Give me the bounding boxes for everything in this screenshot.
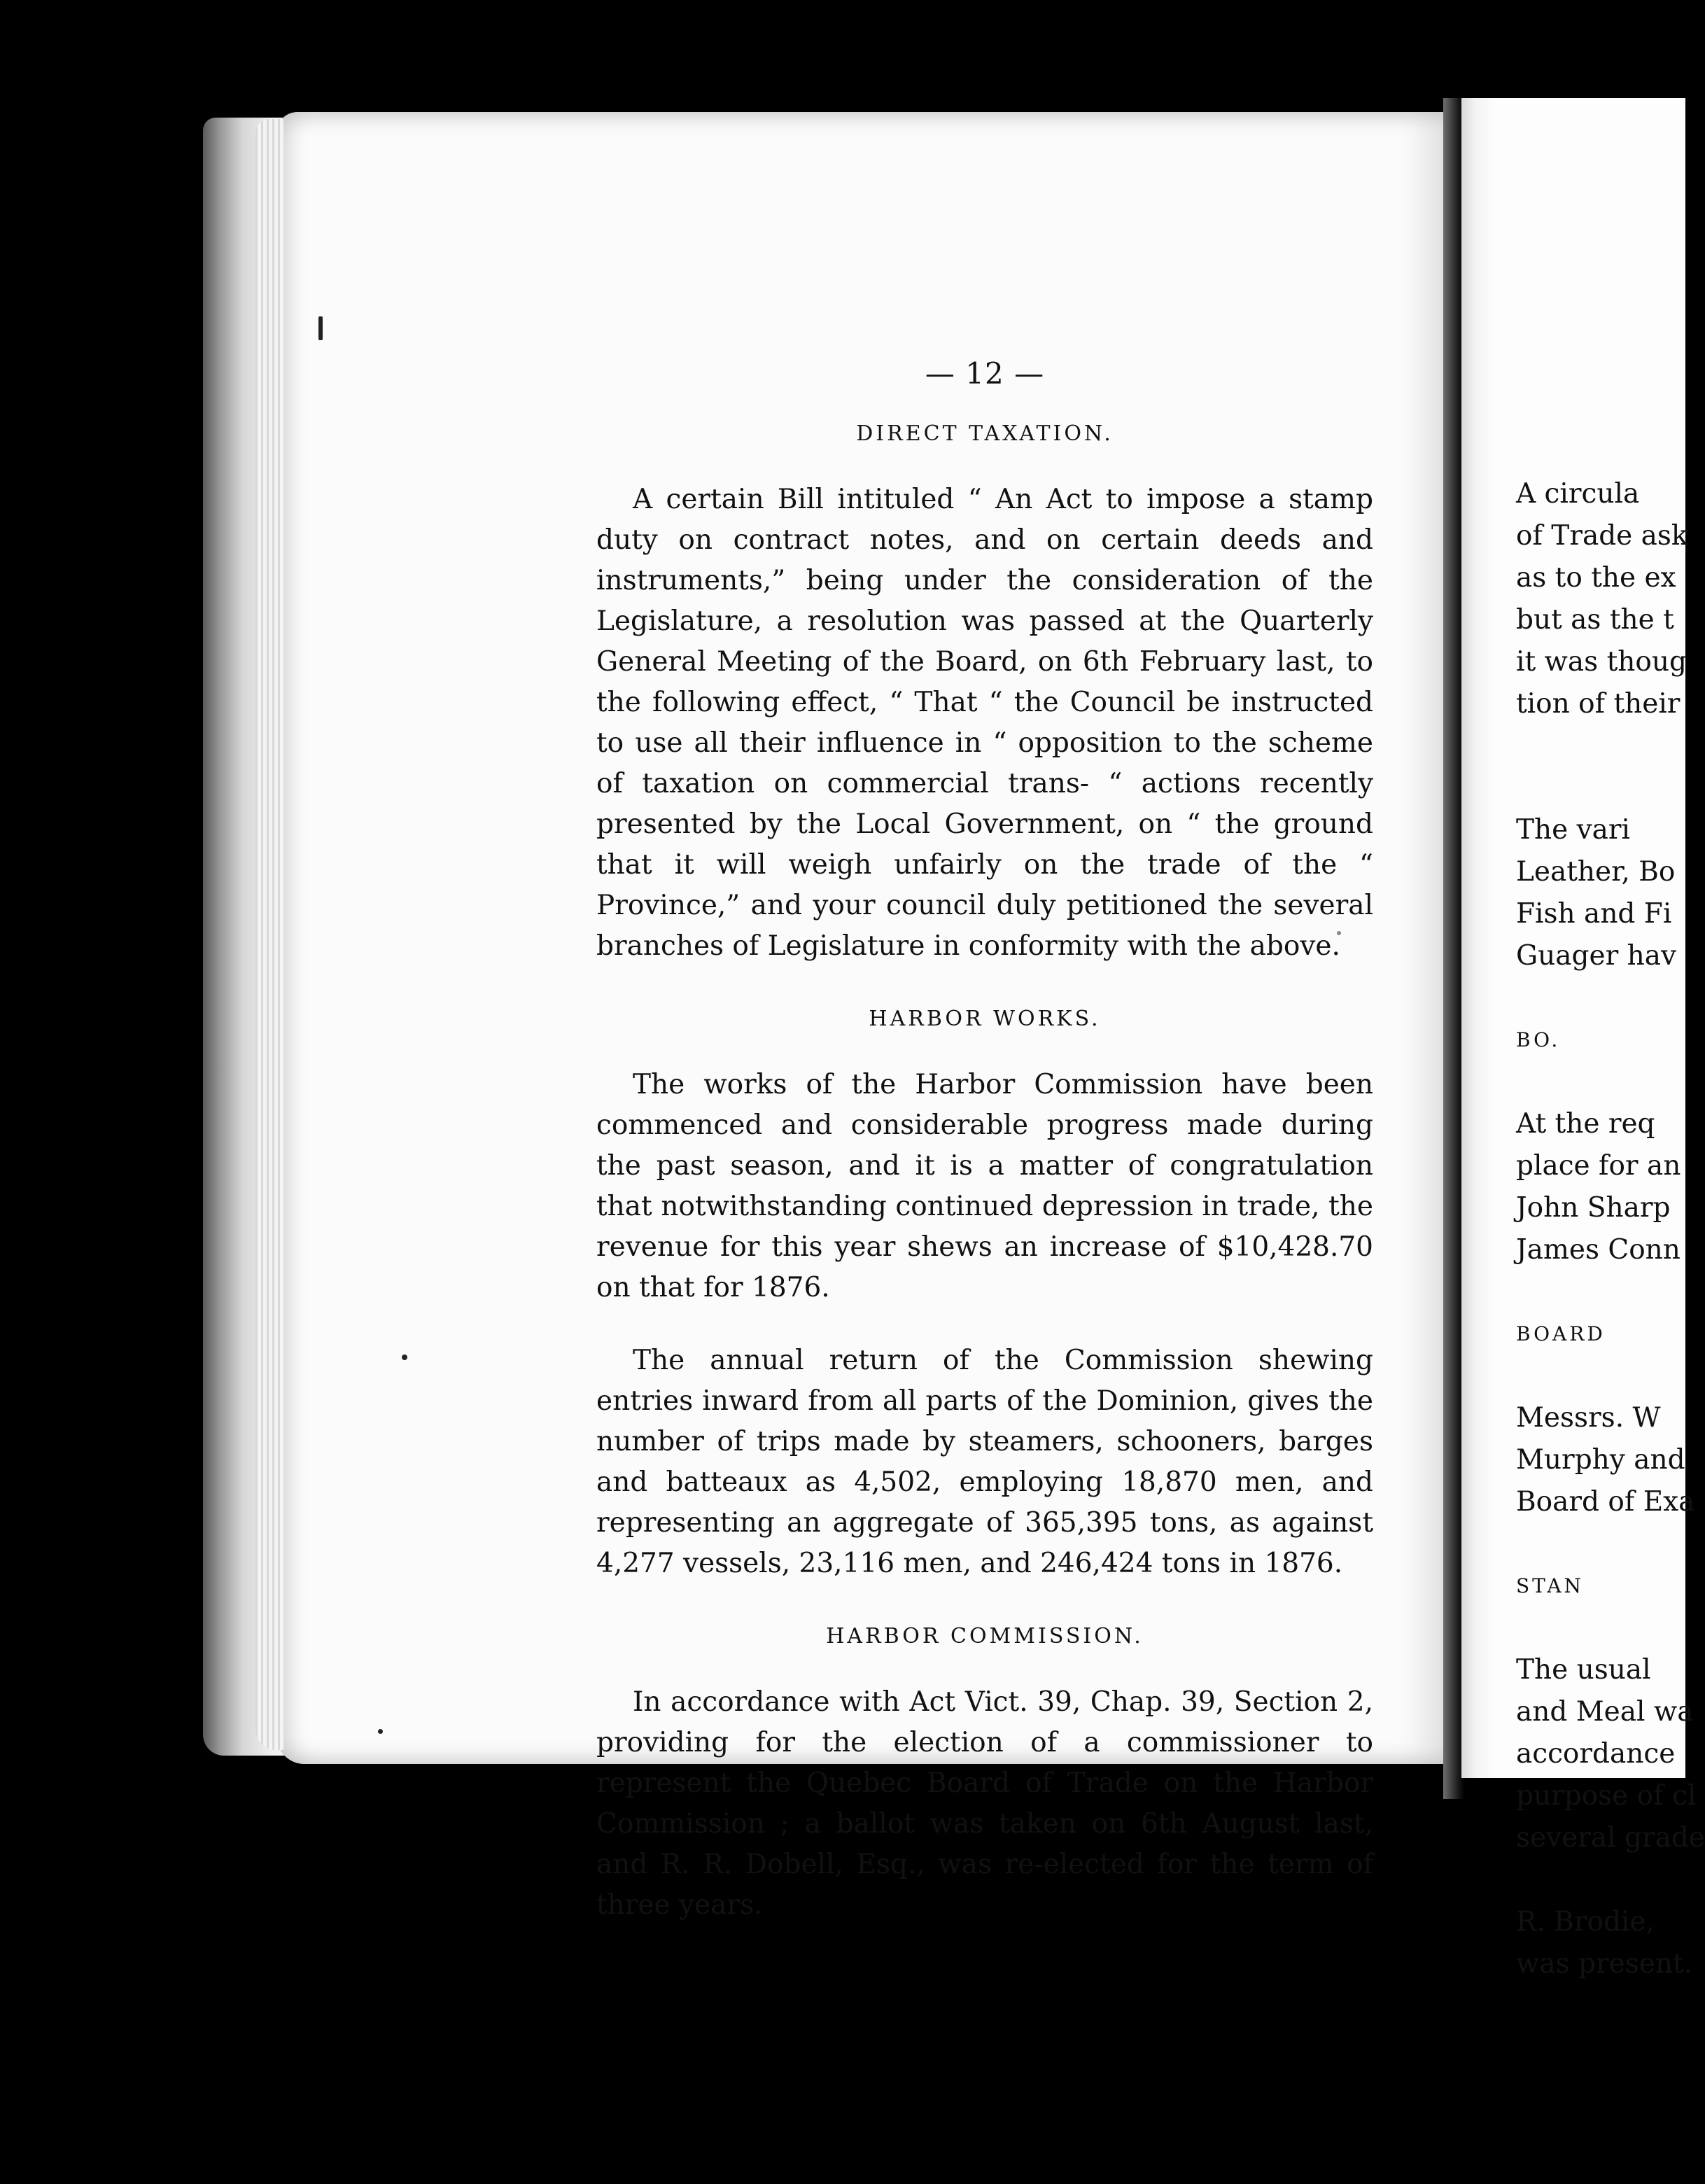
right-page-fragment-line: purpose of cl	[1516, 1780, 1697, 1812]
right-page-fragment-line: BOARD	[1516, 1322, 1606, 1345]
right-page-fragment-line	[1516, 1859, 1698, 1901]
right-page-fragment-line: A circula	[1516, 478, 1640, 510]
right-page-fragment-line: BO.	[1516, 1028, 1561, 1051]
page-number: — 12 —	[925, 356, 1045, 391]
right-page-fragment-line	[1516, 767, 1698, 809]
right-page-fragment-line: At the req	[1516, 1108, 1655, 1140]
right-page-fragment-line: place for an	[1516, 1150, 1681, 1182]
section-heading-direct-taxation: DIRECT TAXATION.	[856, 421, 1114, 446]
right-page-fragment-line	[1516, 725, 1698, 767]
right-page-fragment-line: John Sharp	[1516, 1192, 1671, 1224]
right-page-fragment-line	[1516, 1523, 1698, 1565]
right-page-fragment-line: accordance	[1516, 1738, 1676, 1770]
right-page-fragment-line: but as the t	[1516, 604, 1674, 636]
paragraph: The works of the Harbor Commission have been commenced and considerable progress made during the past season, and it is a matter of congratulation that notwithstanding continued depression in trade, the revenue for this year shews an increase of $10,428.70 on that for 1876.	[596, 1069, 1373, 1303]
right-page-fragment-line: Fish and Fi	[1516, 898, 1672, 930]
right-page-fragment-line	[1516, 977, 1698, 1019]
right-page-fragment-line: STAN	[1516, 1574, 1585, 1597]
right-page-fragment-line: Board of Exa	[1516, 1486, 1695, 1518]
left-page-text	[596, 354, 1373, 1958]
right-page-fragment-line: Messrs. W	[1516, 1402, 1661, 1434]
scan-speck	[378, 1729, 383, 1734]
scan-speck	[402, 1354, 407, 1360]
right-page-fragment-line: The usual	[1516, 1654, 1651, 1686]
paragraph: A certain Bill intituled “ An Act to impose a stamp duty on contract notes, and on certain deeds and instruments,” being under the consideration of the Legislature, a resolution was passed at the Quarterly General Meeting of the Board, on 6th February last, to the following effect, “ That “ the Council be instructed to use all their influence in “ opposition to the scheme of taxation on commercial trans- “ actions recently presented by the Local Government, on “ the ground that it will weigh unfairly on the trade of the “ Province,” and your council duly petitioned the several branches of Legislature in conformity with the above.	[596, 484, 1373, 962]
paragraph: The annual return of the Commission shewing entries inward from all parts of the Dominion, gives the number of trips made by steamers, schooners, barges and batteaux as 4,502, employing 18,870 men, and representing an aggregate of 365,395 tons, as against 4,277 vessels, 23,116 men, and 246,424 tons in 1876.	[596, 1345, 1373, 1579]
right-page-fragment-line: James Conn	[1516, 1234, 1681, 1266]
right-page-fragment-line: of Trade ask	[1516, 520, 1688, 552]
right-page-fragment-line	[1516, 1271, 1698, 1313]
right-page-fragment-line: as to the ex	[1516, 562, 1676, 594]
right-page-fragment-line: was present.	[1516, 1948, 1693, 1980]
right-page-text-fragments	[1516, 473, 1705, 1985]
right-page-fragment-line: several grade	[1516, 1822, 1705, 1854]
right-page-fragment-line: Guager hav	[1516, 940, 1677, 972]
right-page-fragment-line: tion of their	[1516, 688, 1681, 720]
right-page-fragment-line: and Meal wa	[1516, 1696, 1694, 1728]
right-page-fragment-line: Leather, Bo	[1516, 856, 1676, 888]
right-page-fragment-line	[1516, 1355, 1698, 1397]
section-heading-harbor-works: HARBOR WORKS.	[869, 1007, 1101, 1031]
right-page-fragment-line	[1516, 1061, 1698, 1103]
right-page-fragment-line	[1516, 1607, 1698, 1649]
right-page-fragment-line: Murphy and	[1516, 1444, 1685, 1476]
right-page-fragment-line: The vari	[1516, 814, 1631, 846]
right-page-fragment-line: R. Brodie,	[1516, 1906, 1655, 1938]
paragraph: In accordance with Act Vict. 39, Chap. 39, Section 2, providing for the election of a commissioner to represent the Quebec Board of Trade on the Harbor Commission ; a ballot was taken on 6th August last, and R. R. Dobell, Esq., was re-elected for the term of three years.	[596, 1686, 1373, 1921]
right-page-fragment-line: it was thoug	[1516, 646, 1687, 678]
scan-speck	[318, 316, 323, 340]
section-heading-harbor-commission: HARBOR COMMISSION.	[826, 1624, 1144, 1648]
